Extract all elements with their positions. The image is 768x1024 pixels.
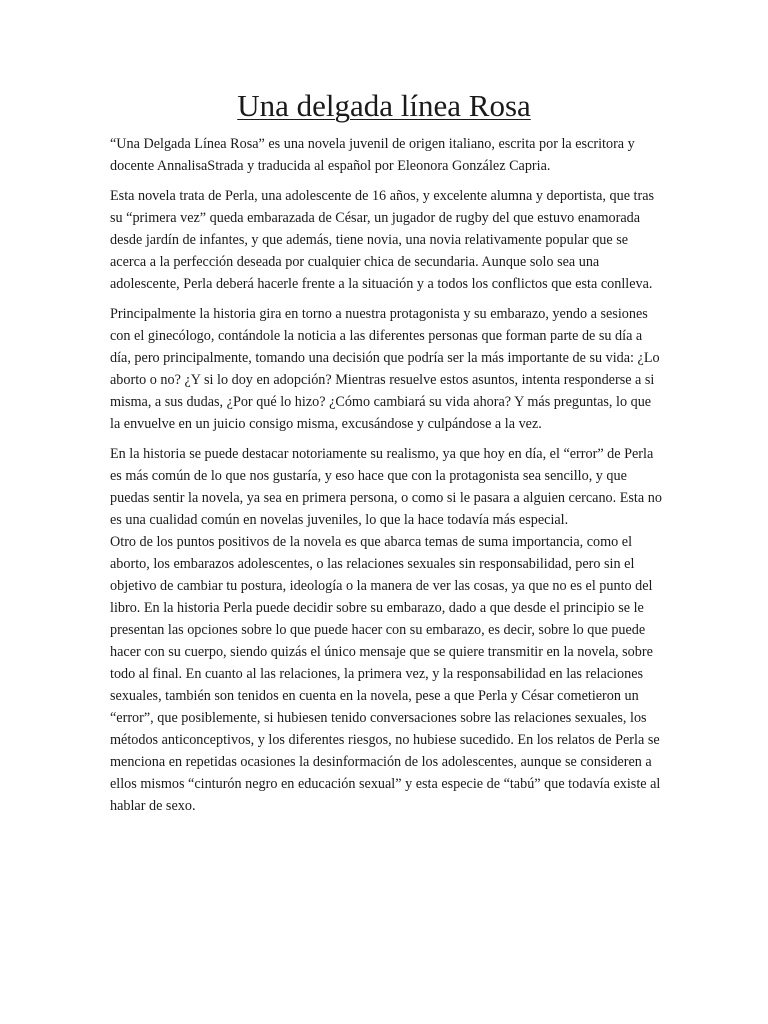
paragraph-story: Principalmente la historia gira en torno a nuestra protagonista y su embarazo, yendo a sesiones con el ginecólogo, contándole la noticia a las diferentes personas que forman parte de su día a día, pero principalmente, tomando una decisión que podría ser la más importante de su vida: ¿Lo aborto o no? ¿Y si lo doy en adopción? Mientras resuelve estos asuntos, intenta responderse a si misma, a sus dudas, ¿Por qué lo hizo? ¿Cómo cambiará su vida ahora? Y más preguntas, lo que la envuelve en un juicio consigo misma, excusándose y culpándose a la vez. xyxy=(110,306,660,432)
paragraph-themes: Otro de los puntos positivos de la novela es que abarca temas de suma importancia, como el aborto, los embarazos adolescentes, o las relaciones sexuales sin responsabilidad, pero sin el objetivo de cambiar tu postura, ideología o la manera de ver las cosas, ya que no es el punto del libro. En la historia Perla puede decidir sobre su embarazo, dado a que desde el principio se le presentan las opciones sobre lo que puede hacer con su embarazo, es decir, sobre lo que puede hacer con su cuerpo, siendo quizás el único mensaje que se quiere transmitir en la novela, sobre todo al final. En cuanto al las relaciones, la primera vez, y la responsabilidad en las relaciones sexuales, también son tenidos en cuenta en la novela, pese a que Perla y César cometieron un “error”, que posiblemente, si hubiesen tenido conversaciones sobre las relaciones sexuales, los métodos anticonceptivos, y los diferentes riesgos, no hubiese sucedido. En los relatos de Perla se menciona en repetidas ocasiones la desinformación de los adolescentes, aunque se consideren a ellos mismos “cinturón negro en educación sexual” y esta especie de “tabú” que todavía existe al hablar de sexo. xyxy=(110,534,661,814)
paragraph-intro: “Una Delgada Línea Rosa” es una novela juvenil de origen italiano, escrita por la escritora y docente AnnalisaStrada y traducida al español por Eleonora González Capria. xyxy=(110,136,635,174)
document-title: Una delgada línea Rosa xyxy=(237,88,531,123)
paragraph-realism: En la historia se puede destacar notoriamente su realismo, ya que hoy en día, el “error” de Perla es más común de lo que nos gustaría, y eso hace que con la protagonista sea sencillo, y que puedas sentir la novela, ya sea en primera persona, o como si le pasara a alguien cercano. Esta no es una cualidad común en novelas juveniles, lo que la hace todavía más especial. xyxy=(110,446,662,528)
document-body xyxy=(110,133,662,825)
paragraph-plot: Esta novela trata de Perla, una adolescente de 16 años, y excelente alumna y deportista, que tras su “primera vez” queda embarazada de César, un jugador de rugby del que estuvo enamorada desde jardín de infantes, y que además, tiene novia, una novia relativamente popular que se acerca a la perfección deseada por cualquier chica de secundaria. Aunque solo sea una adolescente, Perla deberá hacerle frente a la situación y a todos los conflictos que esta conlleva. xyxy=(110,188,655,292)
